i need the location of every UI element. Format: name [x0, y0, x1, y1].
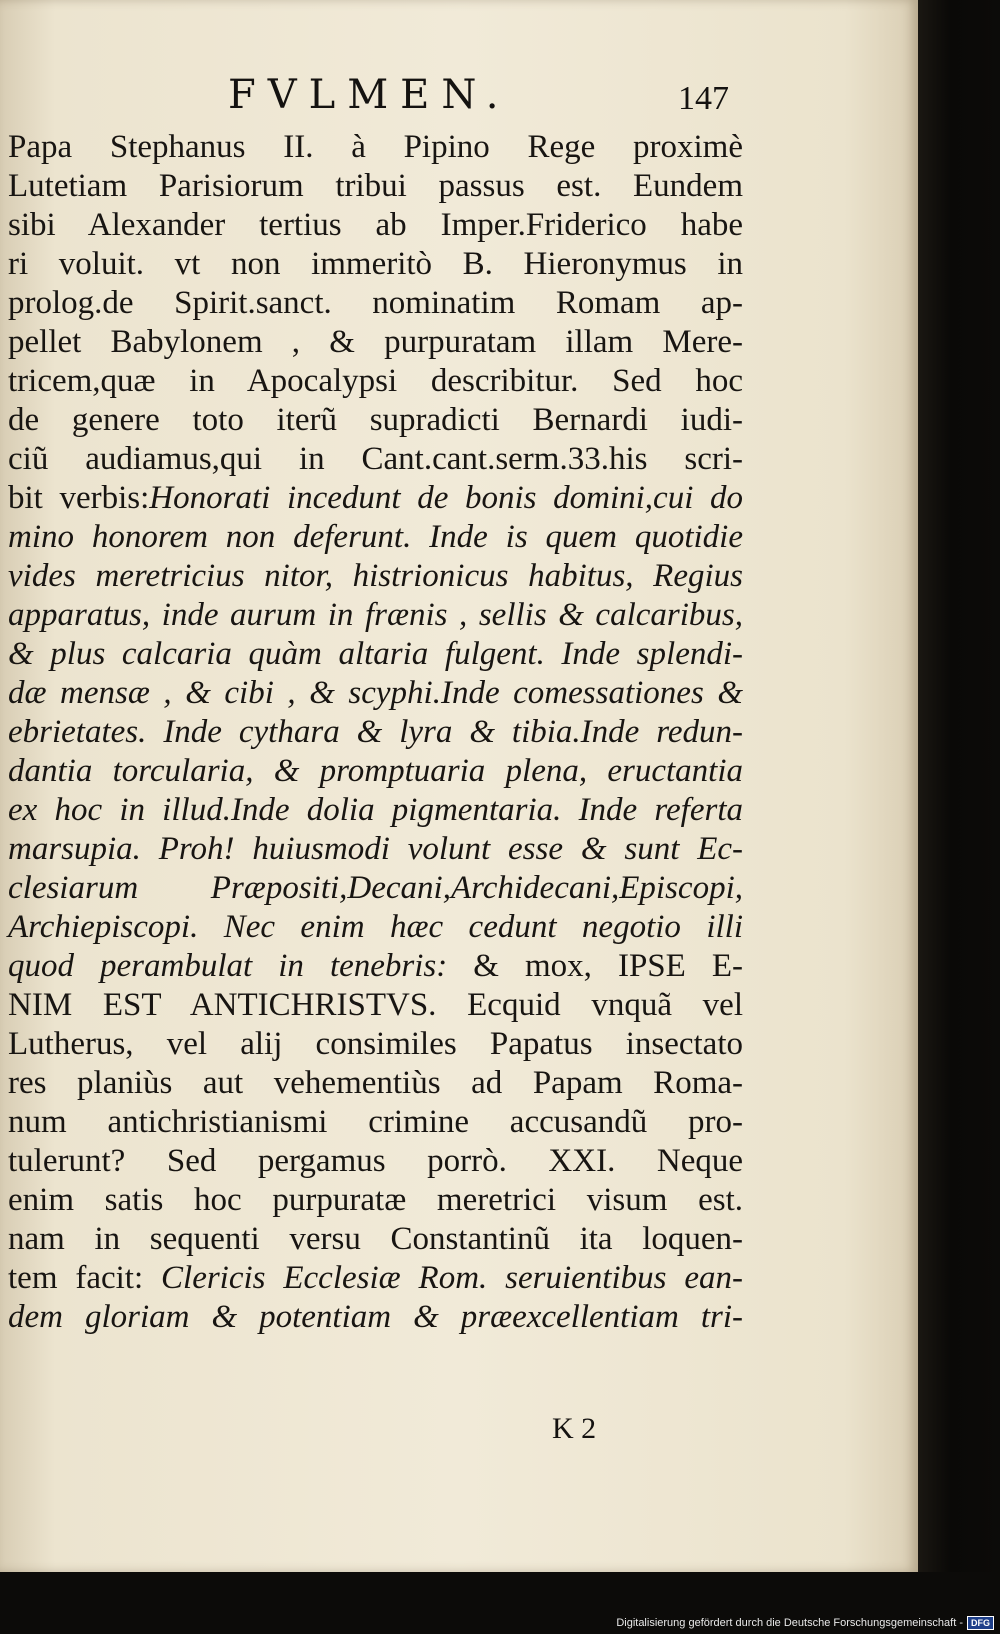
- text-line: Lutetiam Parisiorum tribui passus est. Eundem: [8, 168, 743, 204]
- text-line: res planiùs aut vehementiùs ad Papam Roma-: [8, 1065, 743, 1101]
- italic-span: Clericis Ecclesiæ Rom. seruientibus ean-: [161, 1260, 743, 1296]
- text-line: ex hoc in illud.Inde dolia pigmentaria. Inde referta: [8, 792, 743, 828]
- dfg-logo: DFG: [967, 1616, 994, 1630]
- text-line: nam in sequenti versu Constantinũ ita loquen-: [8, 1221, 743, 1257]
- italic-span: Honorati incedunt de bonis domini,cui do: [149, 480, 743, 516]
- text-line: pellet Babylonem , & purpuratam illam Mere-: [8, 324, 743, 360]
- signature-mark: K 2: [552, 1412, 597, 1445]
- body-text: [8, 128, 743, 1337]
- page-footer: [0, 1412, 918, 1452]
- credit-text: Digitalisierung gefördert durch die Deutsche Forschungsgemeinschaft -: [616, 1617, 963, 1629]
- text-line: ebrietates. Inde cythara & lyra & tibia.Inde redun-: [8, 714, 743, 750]
- text-line: ciũ audiamus,qui in Cant.cant.serm.33.his scri-: [8, 441, 743, 477]
- text-line: sibi Alexander tertius ab Imper.Friderico habe: [8, 207, 743, 243]
- text-line: enim satis hoc purpuratæ meretrici visum est.: [8, 1182, 743, 1218]
- text-line: dæ mensæ , & cibi , & scyphi.Inde comessationes &: [8, 675, 743, 711]
- running-title: FVLMEN.: [228, 72, 511, 118]
- text-line: Lutherus, vel alij consimiles Papatus insectato: [8, 1026, 743, 1062]
- text-line-mixed: [8, 1259, 743, 1298]
- italic-span: quod perambulat in tenebris:: [8, 948, 448, 984]
- text-line: & plus calcaria quàm altaria fulgent. Inde splendi-: [8, 636, 743, 672]
- digitization-credit: [616, 1616, 994, 1630]
- roman-span: bit verbis:: [8, 480, 150, 516]
- roman-span: tem facit:: [8, 1260, 162, 1296]
- text-line: Archiepiscopi. Nec enim hæc cedunt negotio illi: [8, 909, 743, 945]
- roman-span: & mox, IPSE E-: [447, 948, 743, 984]
- text-line: dem gloriam & potentiam & præexcellentiam tri-: [8, 1299, 743, 1335]
- text-line: de genere toto iterũ supradicti Bernardi iudi-: [8, 402, 743, 438]
- text-line: ri voluit. vt non immeritò B. Hieronymus in: [8, 246, 743, 282]
- text-line: NIM EST ANTICHRISTVS. Ecquid vnquã vel: [8, 987, 743, 1023]
- text-line: dantia torcularia, & promptuaria plena, eructantia: [8, 753, 743, 789]
- text-line: mino honorem non deferunt. Inde is quem quotidie: [8, 519, 743, 555]
- text-line: num antichristianismi crimine accusandũ pro-: [8, 1104, 743, 1140]
- text-line: vides meretricius nitor, histrionicus habitus, Regius: [8, 558, 743, 594]
- page-header: [0, 72, 918, 122]
- text-line-mixed: [8, 947, 743, 986]
- text-line: prolog.de Spirit.sanct. nominatim Romam ap-: [8, 285, 743, 321]
- text-line: marsupia. Proh! huiusmodi volunt esse & sunt Ec-: [8, 831, 743, 867]
- text-line: tulerunt? Sed pergamus porrò. XXI. Neque: [8, 1143, 743, 1179]
- binding-shadow: [918, 0, 1000, 1572]
- text-line-mixed: [8, 479, 743, 518]
- text-line: Papa Stephanus II. à Pipino Rege proximè: [8, 129, 743, 165]
- text-line: clesiarum Præpositi,Decani,Archidecani,Episcopi,: [8, 870, 743, 906]
- text-line: apparatus, inde aurum in frænis , sellis & calcaribus,: [8, 597, 743, 633]
- page-number: 147: [678, 80, 729, 117]
- text-line: tricem,quæ in Apocalypsi describitur. Sed hoc: [8, 363, 743, 399]
